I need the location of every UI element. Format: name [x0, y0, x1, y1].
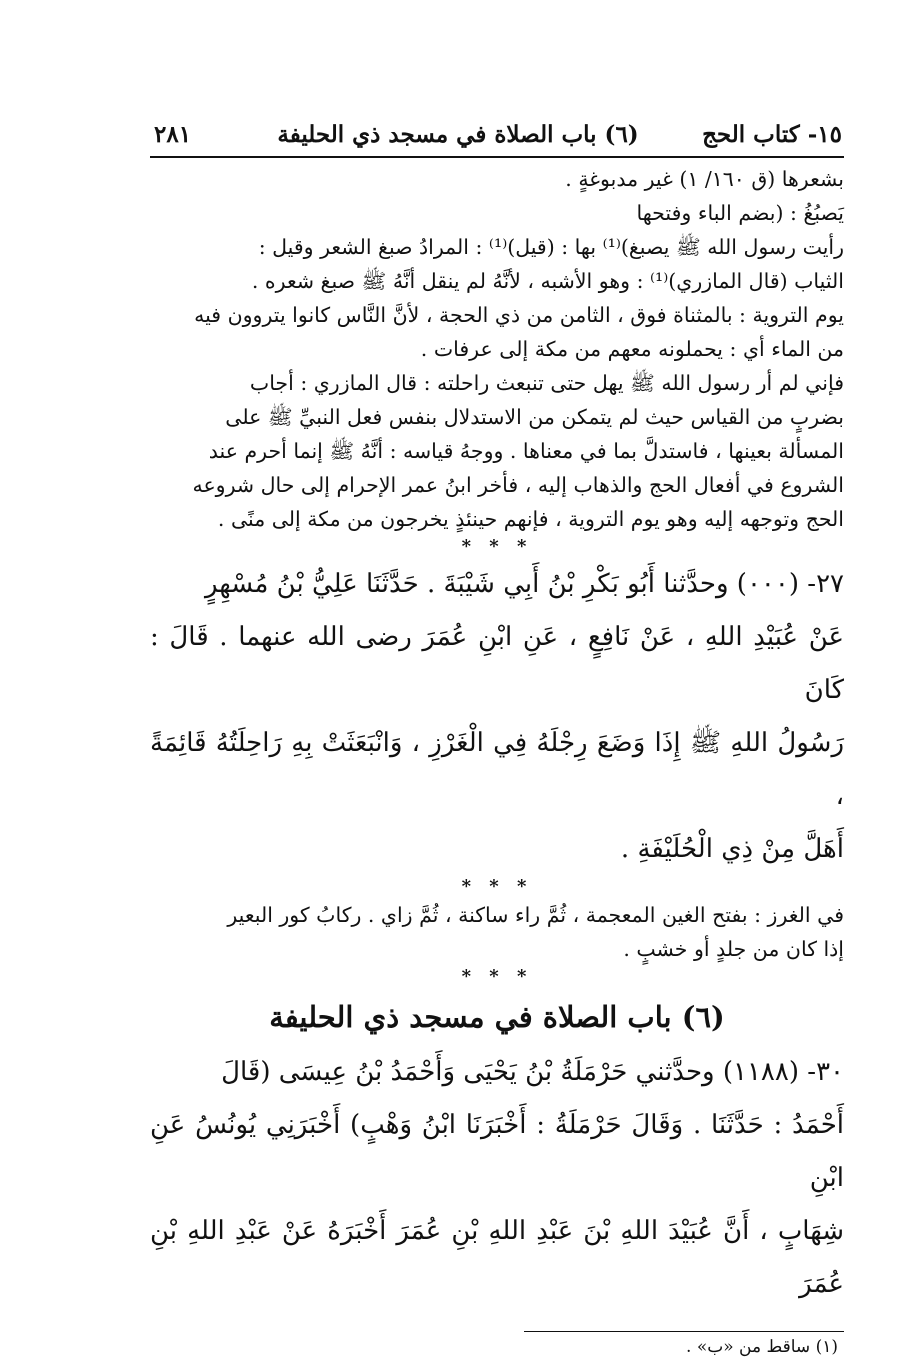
hadith-line: أَحْمَدُ : حَدَّثَنَا . وَقَالَ حَرْمَلَةُ : أَخْبَرَنَا ابْنُ وَهْبٍ) أَخْبَرَنِي يُونُسُ عَنِ ابْنِ — [150, 1110, 844, 1193]
commentary-line: يوم التروية : بالمثناة فوق ، الثامن من ذي الحجة ، لأنَّ النَّاس كانوا يتروون فيه — [194, 303, 844, 327]
commentary-line: رأيت رسول الله ﷺ يصبغ)⁽¹⁾ بها : (قيل)⁽¹⁾ : المرادُ صبغ الشعر وقيل : — [258, 235, 844, 259]
commentary-line: المسألة بعينها ، فاستدلَّ بما في معناها . ووجهُ قياسه : أنَّهُ ﷺ إنما أحرم عند — [208, 439, 844, 463]
commentary-line: في الغرز : بفتح الغين المعجمة ، ثُمَّ راء ساكنة ، ثُمَّ زاي . ركابُ كور البعير — [227, 903, 844, 927]
hadith-line: ٢٧- (٠٠٠) وحدَّثنا أَبُو بَكْرِ بْنُ أَبِي شَيْبَةَ . حَدَّثَنَا عَلِيُّ بْنُ مُسْهِرٍ — [204, 569, 844, 599]
section-separator: * * * — [461, 536, 533, 557]
page-body — [150, 162, 844, 1362]
commentary-line: الشروع في أفعال الحج والذهاب إليه ، فأخر ابنُ عمر الإحرام إلى حال شروعه — [192, 473, 844, 497]
page-header — [150, 118, 844, 158]
chapter-heading: (٦) باب الصلاة في مسجد ذي الحليفة — [269, 1000, 725, 1034]
commentary-line: إذا كان من جلدٍ أو خشبٍ . — [623, 937, 844, 961]
commentary-line: الثياب (قال المازري)⁽¹⁾ : وهو الأشبه ، لأنَّهُ لم ينقل أنَّهُ ﷺ صبغ شعره . — [251, 269, 844, 293]
header-book-title: ١٥- كتاب الحج — [702, 121, 842, 148]
commentary-block-2 — [150, 898, 844, 966]
hadith-line: عَنْ عُبَيْدِ اللهِ ، عَنْ نَافِعٍ ، عَنِ ابْنِ عُمَرَ رضى الله عنهما . قَالَ : كَانَ — [150, 622, 844, 705]
commentary-line: بشعرها (ق ١٦٠/ ١) غير مدبوغةٍ . — [565, 167, 844, 191]
commentary-line: يَصبُغُ : (بضم الباء وفتحها — [636, 201, 844, 225]
hadith-line: ٣٠- (١١٨٨) وحدَّثني حَرْمَلَةُ بْنُ يَحْيَى وَأَحْمَدُ بْنُ عِيسَى (قَالَ — [221, 1057, 844, 1087]
hadith-30 — [150, 1046, 844, 1311]
header-chapter-title: (٦) باب الصلاة في مسجد ذي الحليفة — [277, 121, 639, 148]
footnote: (١) ساقط من «ب» . — [686, 1337, 838, 1357]
page-number: ٢٨١ — [154, 121, 192, 148]
book-page — [150, 118, 844, 1362]
commentary-line: من الماء أي : يحملونه معهم من مكة إلى عرفات . — [420, 337, 844, 361]
commentary-line: فإني لم أر رسول الله ﷺ يهل حتى تنبعث راحلته : قال المازري : أجاب — [249, 371, 844, 395]
commentary-line: الحج وتوجهه إليه وهو يوم التروية ، فإنهم حينئذٍ يخرجون من مكة إلى منًى . — [217, 507, 844, 531]
hadith-line: شِهَابٍ ، أَنَّ عُبَيْدَ اللهِ بْنَ عَبْدِ اللهِ بْنِ عُمَرَ أَخْبَرَهُ عَنْ عَبْدِ اللهِ بْنِ عُمَرَ — [150, 1216, 844, 1299]
section-separator: * * * — [461, 876, 533, 897]
hadith-27 — [150, 558, 844, 876]
commentary-line: بضربٍ من القياس حيث لم يتمكن من الاستدلال بنفس فعل النبيِّ ﷺ على — [225, 405, 844, 429]
hadith-line: رَسُولُ اللهِ ﷺ إِذَا وَضَعَ رِجْلَهُ فِي الْغَرْزِ ، وَانْبَعَثَتْ بِهِ رَاحِلَتُهُ قَائِمَةً ، — [150, 728, 844, 811]
commentary-block-1 — [150, 162, 844, 536]
section-separator: * * * — [461, 966, 533, 987]
hadith-line: أَهَلَّ مِنْ ذِي الْحُلَيْفَةِ . — [620, 834, 844, 864]
